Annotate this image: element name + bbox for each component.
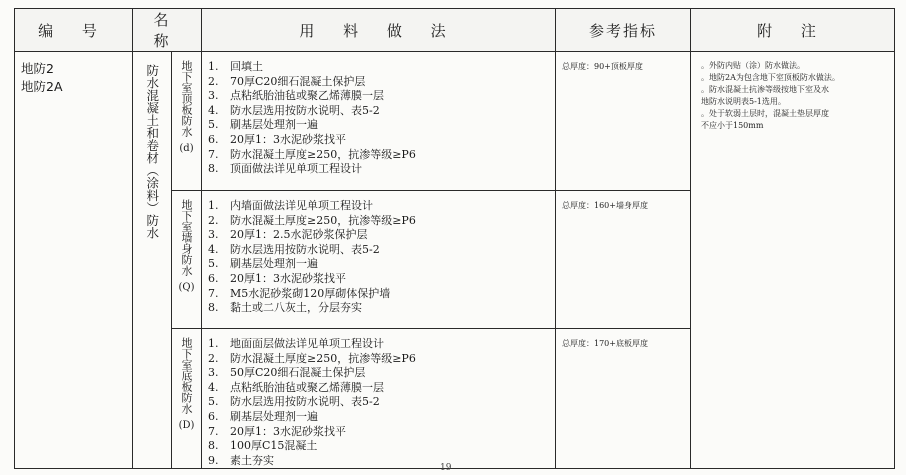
step-item: 5. 刷基层处理剂一遍 — [208, 257, 318, 271]
note-line: 不应小于150mm — [701, 121, 764, 130]
step-item: 3. 50厚C20细石混凝土保护层 — [208, 366, 366, 380]
step-item: 1. 内墙面做法详见单项工程设计 — [208, 199, 373, 212]
header-note: 附 注 — [691, 9, 895, 52]
step-item: 5. 刷基层处理剂一遍 — [208, 118, 318, 132]
index-wall: 总厚度：160+墙身厚度 — [562, 201, 648, 210]
step-item: 6. 20厚1：3水泥砂浆找平 — [208, 132, 346, 146]
steps-cell-roof — [202, 52, 556, 191]
step-item: 8. 顶面做法详见单项工程设计 — [208, 162, 362, 176]
note-line: 。处于软弱土层时，混凝土垫层厚度 — [701, 109, 829, 118]
step-item: 8. 黏土或二八灰土，分层夯实 — [208, 301, 362, 315]
steps-cell-wall — [202, 191, 556, 329]
header-index: 参考指标 — [556, 9, 691, 52]
index-floor: 总厚度：170+底板厚度 — [562, 339, 648, 348]
sub-letter-roof: (d) — [179, 143, 194, 154]
step-item: 9. 素土夯实 — [208, 453, 274, 467]
index-cell-roof — [556, 52, 691, 191]
step-item: 8. 100厚C15混凝土 — [208, 439, 318, 453]
code-secondary: 地防2A — [21, 79, 63, 94]
step-item: 7. M5水泥砂浆砌120厚砌体保护墙 — [208, 286, 391, 300]
name-cell — [133, 52, 172, 469]
assembly-name: 防水混凝土和卷材（涂料）防水 — [144, 64, 160, 239]
steps-list-wall — [202, 191, 555, 316]
step-item: 7. 20厚1：3水泥砂浆找平 — [208, 424, 346, 438]
note-line: 。防水混凝土抗渗等级按地下室及水 — [701, 85, 829, 94]
step-item: 6. 20厚1：3水泥砂浆找平 — [208, 271, 346, 285]
steps-list-roof — [202, 52, 555, 177]
header-method: 用 料 做 法 — [202, 9, 556, 52]
sub-label-cell-floor — [172, 329, 202, 469]
step-item: 2. 70厚C20细石混凝土保护层 — [208, 74, 366, 88]
code-cell — [15, 52, 133, 469]
step-item: 3. 点粘纸胎油毡或聚乙烯薄膜一层 — [208, 89, 384, 103]
page-number: 19 — [440, 463, 452, 473]
notes-block — [691, 52, 894, 132]
index-roof: 总厚度：90+顶板厚度 — [562, 62, 643, 71]
header-code: 编 号 — [15, 9, 133, 52]
note-line: 。外防内贴（涂）防水做法。 — [701, 61, 805, 70]
sub-label-floor: 地下室底板防水 — [180, 337, 193, 414]
steps-list-floor — [202, 329, 555, 468]
step-item: 7. 防水混凝土厚度≥250，抗渗等级≥P6 — [208, 147, 416, 161]
step-item: 4. 防水层选用按防水说明、表5-2 — [208, 242, 380, 256]
header-row — [15, 9, 895, 52]
step-item: 2. 防水混凝土厚度≥250，抗渗等级≥P6 — [208, 213, 416, 227]
step-item: 1. 地面面层做法详见单项工程设计 — [208, 337, 384, 350]
note-line: 地防水说明表5-1选用。 — [701, 97, 786, 106]
index-cell-floor — [556, 329, 691, 469]
step-item: 2. 防水混凝土厚度≥250，抗渗等级≥P6 — [208, 351, 416, 365]
step-item: 4. 点粘纸胎油毡或聚乙烯薄膜一层 — [208, 380, 384, 394]
header-name: 名 称 — [133, 9, 202, 52]
sub-letter-wall: (Q) — [178, 282, 195, 293]
sub-letter-floor: (D) — [178, 420, 195, 431]
step-item: 3. 20厚1：2.5水泥砂浆保护层 — [208, 228, 368, 242]
steps-cell-floor — [202, 329, 556, 469]
section-row-roof — [15, 52, 895, 191]
index-cell-wall — [556, 191, 691, 329]
sub-label-wall: 地下室墙身防水 — [180, 199, 193, 276]
code-primary: 地防2 — [21, 61, 54, 76]
step-item: 5. 防水层选用按防水说明、表5-2 — [208, 395, 380, 409]
step-item: 4. 防水层选用按防水说明、表5-2 — [208, 103, 380, 117]
spec-table — [14, 8, 895, 469]
sub-label-cell-roof — [172, 52, 202, 191]
note-line: 。地防2A为包含地下室顶板防水做法。 — [701, 73, 840, 82]
step-item: 6. 刷基层处理剂一遍 — [208, 409, 318, 423]
notes-cell — [691, 52, 895, 469]
sub-label-cell-wall — [172, 191, 202, 329]
sub-label-roof: 地下室顶板防水 — [180, 60, 193, 137]
step-item: 1. 回填土 — [208, 60, 263, 73]
